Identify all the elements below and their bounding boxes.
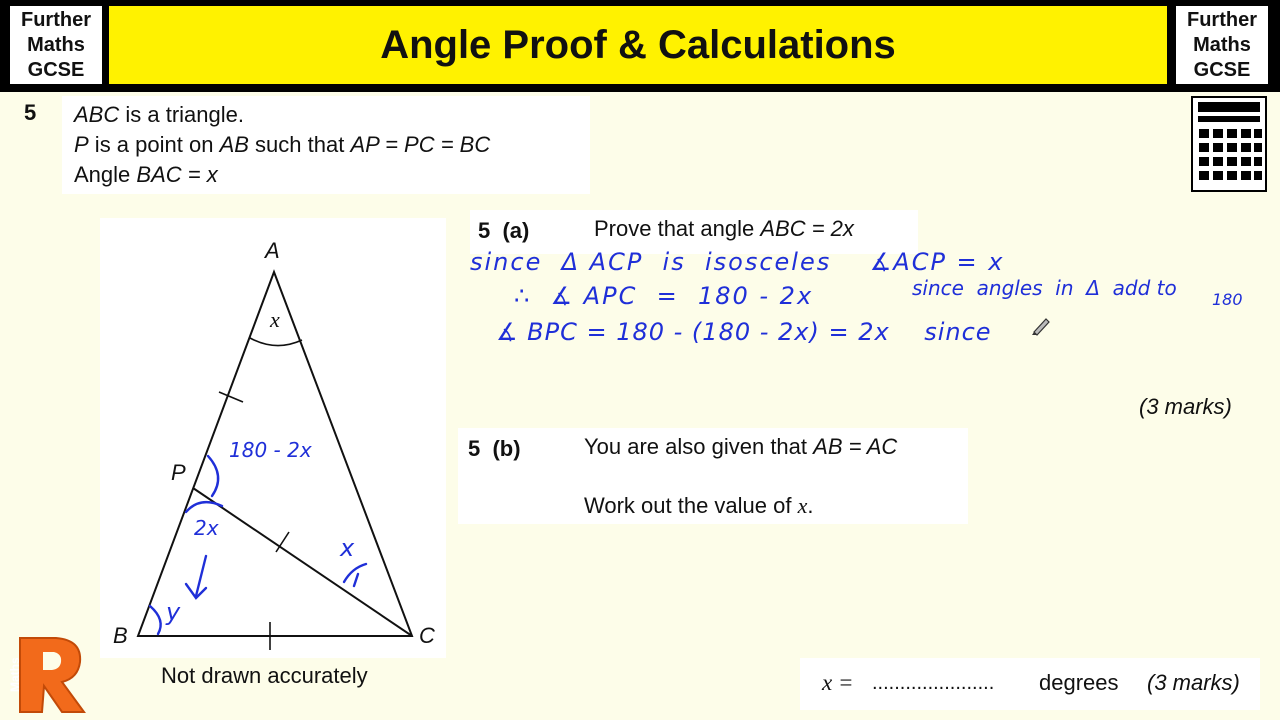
answer-unit: degrees [1039, 670, 1119, 695]
stem-text: is a triangle. [119, 102, 244, 127]
badge-line: Maths [1193, 33, 1251, 56]
point-label-p: P [171, 460, 186, 485]
part-b-text: You are also given that [584, 434, 814, 459]
hand-label-y: y [166, 598, 181, 626]
vertex-label-b: B [113, 623, 128, 648]
stem-equation: BAC = x [136, 162, 218, 187]
part-b-line-1 [584, 434, 897, 460]
answer-blank[interactable]: ...................... [872, 672, 995, 694]
stem-text: Angle [74, 162, 137, 187]
angle-arc-a [250, 338, 302, 346]
diagram-caption: Not drawn accurately [161, 663, 368, 688]
stem-text: is a point on [88, 132, 220, 157]
hand-tick [354, 574, 358, 586]
answer-variable: x = [822, 670, 854, 695]
hand-arc-bpc [186, 502, 222, 512]
hand-arc-apc [208, 456, 218, 496]
stem-abc: ABC [74, 102, 120, 127]
part-a-marks: (3 marks) [1139, 394, 1232, 419]
pen-cursor-icon [1030, 314, 1052, 336]
part-b-label: 5 (b) [468, 436, 521, 461]
right-badge [1176, 6, 1268, 84]
segment-pc [193, 488, 412, 636]
badge-line: GCSE [1193, 58, 1251, 81]
question-number: 5 [24, 100, 37, 125]
working-note-180: 180 [1212, 290, 1243, 309]
badge-line: Maths [27, 33, 85, 56]
part-a-prompt-text: Prove that angle [594, 216, 761, 241]
hand-label-2x: 2x [194, 516, 219, 540]
vertex-label-c: C [419, 623, 435, 648]
part-a-label: 5 (a) [478, 218, 530, 243]
triangle-diagram [0, 0, 460, 700]
part-b-period: . [807, 493, 814, 518]
part-b-variable: x [797, 493, 808, 518]
part-a-equation: ABC = 2x [760, 216, 854, 241]
part-b-text: Work out the value of [584, 493, 798, 518]
part-b-equation: AB = AC [813, 434, 898, 459]
working-line-1: since Δ ACP is isosceles ∡ACP = x [470, 248, 1005, 276]
angle-label-x: x [270, 307, 280, 332]
hand-label-x: x [340, 534, 355, 562]
calculator-icon [1191, 96, 1267, 192]
stem-text: such that [248, 132, 351, 157]
stem-p: P [74, 132, 89, 157]
stem-ab: AB [219, 132, 249, 157]
working-note-right: since angles in Δ add to [912, 276, 1177, 300]
stem-equation: AP = PC = BC [350, 132, 491, 157]
hand-label-180-2x: 180 - 2x [229, 438, 312, 462]
part-b-line-2 [584, 493, 814, 519]
working-line-3: ∡ BPC = 180 - (180 - 2x) = 2x since [496, 318, 992, 346]
page-title: Angle Proof & Calculations [380, 22, 896, 67]
part-a-prompt [594, 216, 854, 242]
badge-line: Further [21, 8, 91, 31]
tick-ap [219, 392, 243, 402]
part-b-marks: (3 marks) [1147, 670, 1240, 695]
working-line-2: ∴ ∡ APC = 180 - 2x [514, 282, 814, 310]
hand-arc-b [150, 606, 161, 634]
badge-line: GCSE [27, 58, 85, 81]
logo-vertical-text: Maths [8, 657, 22, 693]
vertex-label-a: A [265, 238, 280, 263]
badge-line: Further [1187, 8, 1257, 31]
